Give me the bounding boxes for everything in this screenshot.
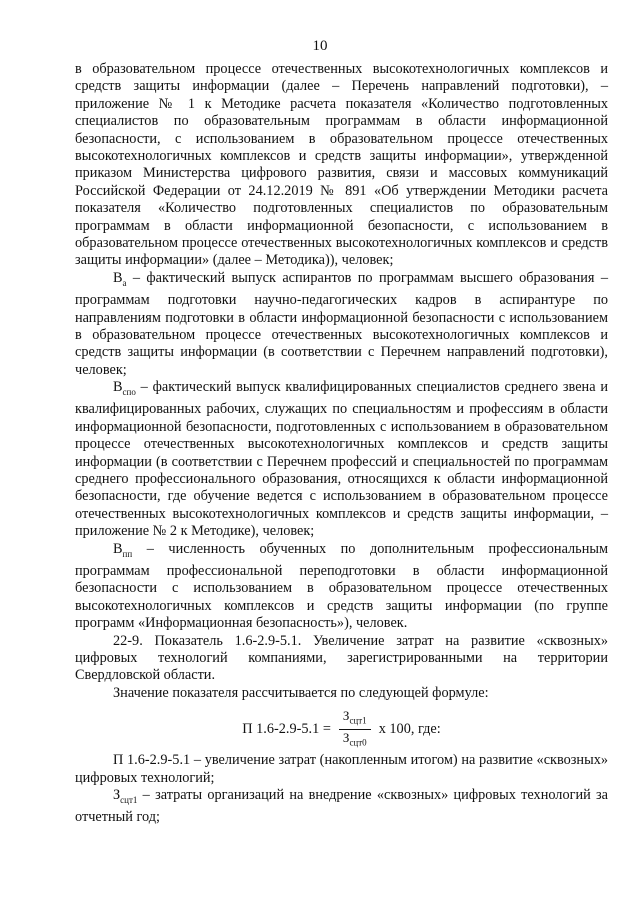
paragraph-text: – фактический выпуск квалифицированных специалистов среднего звена и квалифицированных рабочих, служащих по специальностям и профессиям в области информационной безопасности, подготовленных с использованием в образовательном процессе отечественных высокотехнологичных комплексов и средств защиты информации (в соответствии с Перечнем профессий и специальностей по программам среднего профессионального образования, относящихся к области информационной безопасности, где обучение ведется с использованием в образовательном процессе отечественных высокотехнологичных комплексов и средств защиты информации, – приложение № 2 к Методике), человек; — [75, 379, 608, 540]
page-number: 10 — [312, 38, 328, 54]
formula — [75, 708, 608, 750]
variable-symbol: В — [113, 269, 123, 286]
formula-rhs: х 100, где: — [378, 720, 441, 737]
paragraph-indicator-definition: П 1.6-2.9-5.1 – увеличение затрат (накопленным итогом) на развитие «сквозных» цифровых технологий; — [75, 752, 608, 786]
paragraph-text: – численность обученных по дополнительным профессиональным программам профессиональной переподготовки в области информационной безопасности с использованием в образовательном процессе отечественных высокотехнологичных комплексов и средств защиты информации (по группе программ «Информационная безопасность»), человек. — [75, 540, 608, 632]
paragraph-text: – фактический выпуск аспирантов по программам высшего образования – программам подготовки научно-педагогических кадров в аспирантуре по направлениям подготовки в области информационной безопасности с использованием в образовательном процессе отечественных высокотехнологичных комплексов и средств защиты информации (в соответствии с Перечнем направлений подготовки), человек; — [75, 269, 608, 378]
paragraph-formula-intro: Значение показателя рассчитывается по следующей формуле: — [113, 684, 489, 701]
paragraph-text: – затраты организаций на внедрение «сквозных» цифровых технологий за отчетный год; — [75, 787, 608, 826]
paragraph-mid-level-specialists — [75, 379, 608, 541]
variable-symbol: В — [113, 379, 123, 396]
formula-fraction — [339, 708, 371, 750]
variable-subscript: спо — [122, 387, 136, 398]
variable-subscript: пп — [122, 548, 133, 559]
formula-denominator: $З_{сцт0}$ — [342, 729, 367, 748]
formula-lhs: П 1.6-2.9-5.1 = — [242, 720, 331, 737]
paragraph-graduate-students — [75, 270, 608, 379]
variable-symbol: З — [113, 787, 121, 804]
paragraph-costs-current-year — [75, 787, 608, 827]
formula-numerator: $З_{сцт1}$ — [339, 708, 371, 730]
document-body — [75, 61, 608, 827]
paragraph-retraining — [75, 541, 608, 633]
paragraph-list-of-directions: в образовательном процессе отечественных высокотехнологичных комплексов и средств защиты информации (далее – Перечень направлений подготовки), – приложение № 1 к Методике расчета показателя «Количество подготовленных специалистов по образовательным программам в области информационной безопасности, с использованием в образовательном процессе отечественных высокотехнологичных комплексов и средств защиты информации», утвержденной приказом Министерства цифрового развития, связи и массовых коммуникаций Российской Федерации от 24.12.2019 № 891 «Об утверждении Методики расчета показателя «Количество подготовленных специалистов по образовательным программам в области информационной безопасности, с использованием в образовательном процессе отечественных высокотехнологичных комплексов и средств защиты информации» (далее – Методика)), человек; — [75, 61, 608, 269]
variable-symbol: В — [113, 540, 123, 557]
variable-subscript: а — [122, 277, 127, 288]
paragraph-indicator-heading: 22-9. Показатель 1.6-2.9-5.1. Увеличение затрат на развитие «сквозных» цифровых технологий компаниями, зарегистрированными на территории Свердловской области. — [75, 632, 608, 684]
variable-subscript: сцт1 — [120, 795, 138, 806]
